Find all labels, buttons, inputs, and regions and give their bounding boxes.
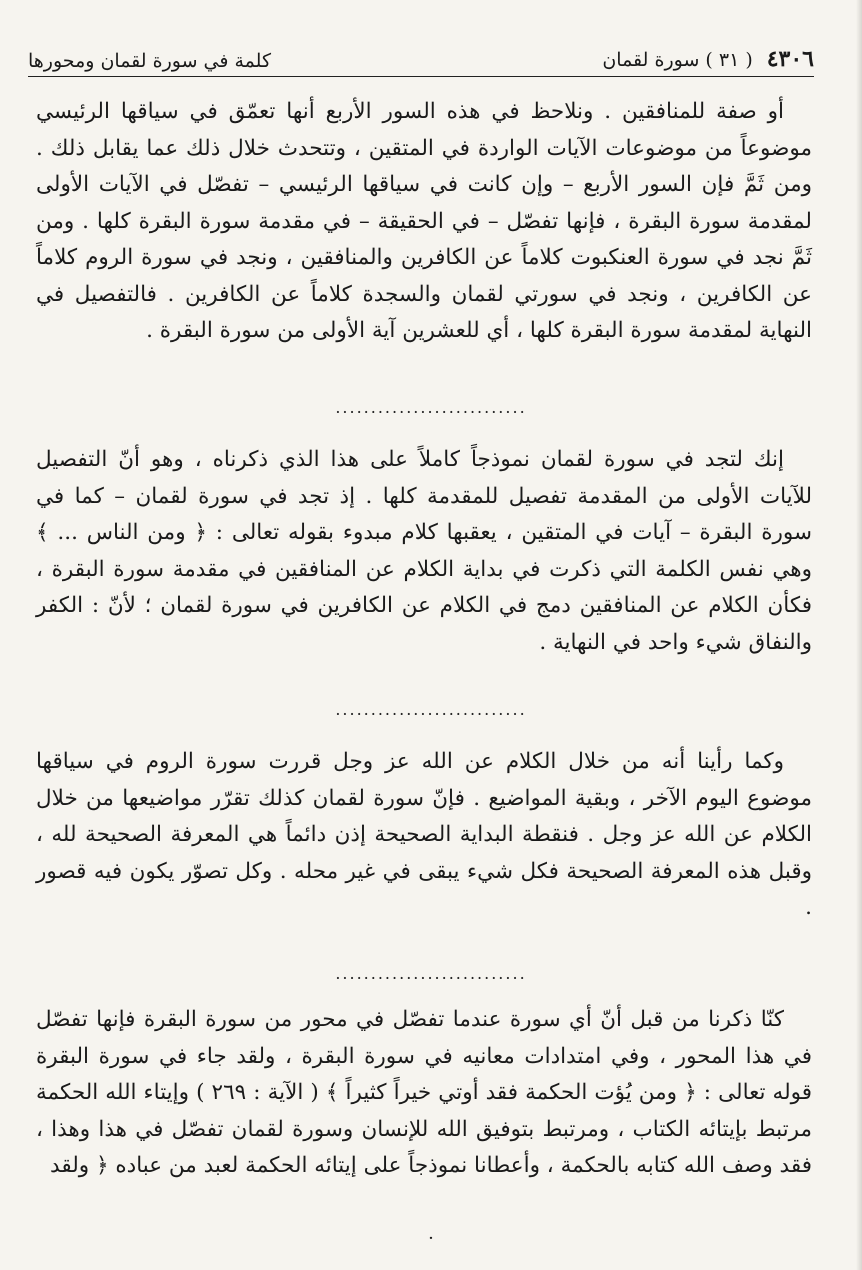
paragraph-2-block <box>36 442 812 661</box>
page-number: ٤٣٠٦ <box>766 46 814 72</box>
paragraph-3: وكما رأينا أنه من خلال الكلام عن الله عز وجل قررت سورة الروم في سياقها موضوع اليوم الآخر ، وبقية المواضيع . فإنّ سورة لقمان كذلك تقرّر مواضيعها من خلال الكلام عن الله عز وجل . فنقطة البداية الصحيحة إذن دائماً هي المعرفة الصحيحة لله ، وقبل هذه المعرفة الصحيحة فكل شيء يبقى في غير محله . وكل تصوّر يكون فيه قصور . <box>36 749 812 920</box>
surah-label: ( ٣١ ) سورة لقمان <box>602 49 753 71</box>
paragraph-1: أو صفة للمنافقين . ونلاحظ في هذه السور الأربع أنها تعمّق في سياقها الرئيسي موضوعاً من موضوعات الآيات الواردة في المتقين ، وتتحدث خلال ذلك عما يقابل ذلك . ومن ثَمَّ فإن السور الأربع – وإن كانت في سياقها الرئيسي – تفصّل في الآيات الأولى لمقدمة سورة البقرة ، فإنها تفصّل – في الحقيقة – في مقدمة سورة البقرة كلها . ومن ثَمَّ نجد في سورة العنكبوت كلاماً عن الكافرين والمنافقين ، ونجد في سورة الروم كلاماً عن الكافرين ، ونجد في سورتي لقمان والسجدة كلاماً عن الكافرين . فالتفصيل في النهاية لمقدمة سورة البقرة كلها ، أي للعشرين آية الأولى من سورة البقرة . <box>36 99 812 343</box>
separator-1: ........................... <box>335 398 527 417</box>
page-edge-shadow <box>856 0 862 1270</box>
separator-2: ........................... <box>335 700 527 719</box>
running-header <box>28 38 814 77</box>
paragraph-1-block <box>36 94 812 350</box>
paragraph-2: إنك لتجد في سورة لقمان نموذجاً كاملاً على هذا الذي ذكرناه ، وهو أنّ التفصيل للآيات الأولى من المقدمة تفصيل للمقدمة كلها . إذ تجد في سورة لقمان – كما في سورة البقرة – آيات في المتقين ، يعقبها كلام مبدوء بقوله تعالى : ﴿ ومن الناس ... ﴾ وهي نفس الكلمة التي ذكرت في بداية الكلام عن المنافقين في مقدمة سورة البقرة ، فكأن الكلام عن المنافقين دمج في الكلام عن الكافرين في سورة لقمان ؛ لأنّ : الكفر والنفاق شيء واحد في النهاية . <box>36 447 812 655</box>
paragraph-4-block <box>36 1002 812 1185</box>
header-right-group <box>602 46 814 72</box>
paragraph-4: كنّا ذكرنا من قبل أنّ أي سورة عندما تفصّل في محور من سورة البقرة فإنها تفصّل في هذا المحور ، وفي امتدادات معانيه في سورة البقرة ، ولقد جاء في سورة البقرة قوله تعالى : ﴿ ومن يُؤت الحكمة فقد أوتي خيراً كثيراً ﴾ ( الآية : ٢٦٩ ) وإيتاء الله الحكمة مرتبط بإيتائه الكتاب ، ومرتبط بتوفيق الله للإنسان وسورة لقمان تفصّل في هذا وهذا ، فقد وصف الله كتابه بالحكمة ، وأعطانا نموذجاً على إيتائه الحكمة لعبد من عباده ﴿ ولقد <box>36 1007 813 1178</box>
paragraph-3-block <box>36 744 812 927</box>
section-title: كلمة في سورة لقمان ومحورها <box>28 50 271 72</box>
bottom-mark: · <box>428 1228 434 1249</box>
separator-3: ........................... <box>335 964 527 983</box>
